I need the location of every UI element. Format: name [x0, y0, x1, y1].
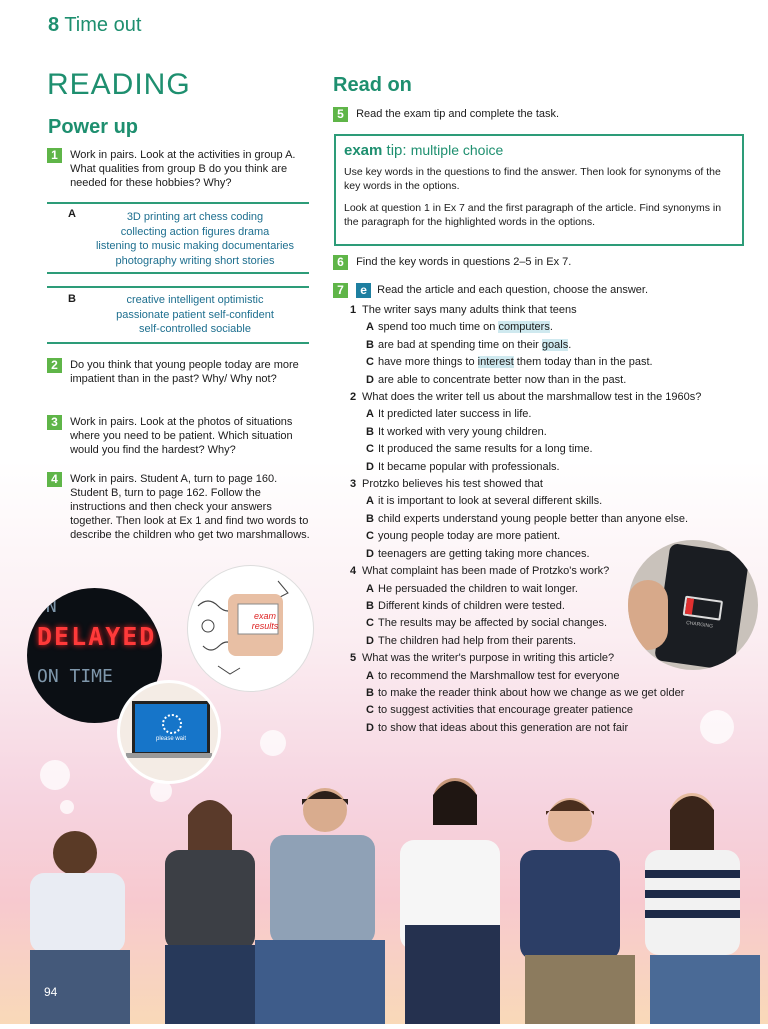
task-number-5: 5 [333, 107, 348, 122]
option-text: The children had help from their parents. [378, 634, 577, 647]
e-icon: e [356, 283, 371, 298]
teens-illustration [0, 765, 768, 1024]
subsection-title-power-up: Power up [48, 116, 139, 138]
board-delayed-text: DELAYED [37, 622, 157, 651]
photo-teens-waiting [0, 765, 768, 1024]
option-b[interactable]: B It worked with very young children. [366, 425, 547, 438]
question-2: 2 What does the writer tell us about the marshmallow test in the 1960s? A It predicted later success in life. B It worked with very young children. C It produced the same results for a long time. D It became popular with professionals. [350, 389, 735, 476]
option-c[interactable]: C have more things to interest them today than in the past. [366, 356, 653, 369]
option-text: The results may be affected by social changes. [378, 617, 608, 630]
option-b[interactable]: B to make the reader think about how we change as we get older [366, 686, 685, 699]
task-4 [47, 472, 312, 542]
task-7 [333, 283, 733, 298]
section-title-read-on: Read on [333, 74, 412, 96]
question-4: 4 What complaint has been made of Protzko's work? A He persuaded the children to wait longer. B Different kinds of children were tested. C The results may be affected by social changes. D The children had help from their parents. [350, 563, 735, 650]
question-3: 3 Protzko believes his test showed that A it is important to look at several different skills. B child experts understand young people better than anyone else. C young people today are more patient. D teenagers are getting taking more chances. [350, 476, 735, 563]
question-1: 1 The writer says many adults think that teens A spend too much time on computers. B are bad at spending time on their goals. C have more things to interest them today than in the past. D are able to concentrate better now than in the past. [350, 302, 735, 389]
option-text: it is important to look at several different skills. [378, 495, 603, 508]
option-text: He persuaded the children to wait longer. [378, 582, 578, 595]
divider [47, 272, 309, 274]
exam-tip-type: multiple choice [410, 142, 504, 158]
option-a[interactable]: A spend too much time on computers. [366, 321, 553, 334]
exam-tip-title: tip: [386, 142, 407, 159]
unit-header [48, 14, 141, 37]
option-a[interactable]: A It predicted later success in life. [366, 408, 532, 421]
option-text: to recommend the Marshmallow test for everyone [378, 669, 620, 682]
option-c[interactable]: C young people today are more patient. [366, 530, 561, 543]
exam-card-line: results [251, 621, 279, 631]
option-text: child experts understand young people better than anyone else. [378, 512, 689, 525]
task-1-text: Work in pairs. Look at the activities in group A. What qualities from group B do you think are needed for these hobbies? Why? [70, 149, 296, 189]
board-line: ON TIME [37, 666, 113, 687]
section-title-reading: READING [47, 68, 191, 101]
divider [47, 342, 309, 344]
group-a-line: listening to music making documentaries [95, 240, 295, 252]
unit-title: Time out [64, 14, 142, 36]
exam-card-line: exam [253, 611, 276, 621]
group-b-line: self-controlled sociable [139, 323, 251, 335]
divider [47, 202, 309, 204]
option-text: It became popular with professionals. [378, 460, 560, 473]
option-d[interactable]: D It became popular with professionals. [366, 460, 560, 473]
option-d[interactable]: D teenagers are getting taking more chances. [366, 547, 590, 560]
decorative-bubble [260, 730, 286, 756]
task-4-text: Work in pairs. Student A, turn to page 160. Student B, turn to page 162. Follow the instructions and then check your answers together. Then look at Ex 1 and find two words to describe the children who get two marshmallows. [70, 473, 310, 541]
group-a-line: photography writing short stories [115, 254, 275, 267]
question-5: 5 What was the writer's purpose in writing this article? A to recommend the Marshmallow test for everyone B to make the reader think about how we change as we get older C to suggest activities that encourage greater patience D to show that ideas about this generation are not fair [350, 650, 735, 737]
group-b-line: passionate patient self-confident [116, 308, 274, 321]
task-2-text: Do you think that young people today are more impatient than in the past? Why/ Why not? [70, 359, 299, 385]
option-text: It predicted later success in life. [378, 408, 532, 421]
task-2 [47, 358, 312, 386]
task-6 [333, 255, 733, 270]
exam-tip-title-bold: exam [344, 142, 383, 159]
question-stem: What complaint has been made of Protzko's work? [362, 565, 610, 578]
option-text: young people today are more patient. [378, 530, 561, 543]
option-c[interactable]: C to suggest activities that encourage greater patience [366, 704, 633, 717]
option-a[interactable]: A it is important to look at several different skills. [366, 495, 603, 508]
option-b[interactable]: B Different kinds of children were tested. [366, 599, 565, 612]
question-stem: What does the writer tell us about the marshmallow test in the 1960s? [362, 391, 702, 404]
option-d[interactable]: D are able to concentrate better now than in the past. [366, 373, 627, 386]
question-list [350, 302, 735, 737]
task-5-text: Read the exam tip and complete the task. [356, 108, 560, 120]
task-3 [47, 415, 312, 457]
option-text: are able to concentrate better now than in the past. [378, 373, 627, 386]
question-stem: Protzko believes his test showed that [362, 478, 543, 491]
exam-tip-paragraph: Look at question 1 in Ex 7 and the first paragraph of the article. Find synonyms in the paragraph for the highlighted words in the options. [344, 202, 722, 228]
option-text: It worked with very young children. [378, 425, 547, 438]
group-b-label: B [68, 293, 76, 305]
board-line: ON [35, 596, 57, 617]
exam-tip-paragraph: Use key words in the questions to find the answer. Then look for synonyms of the key words in the options. [344, 166, 721, 192]
option-text: It produced the same results for a long time. [378, 443, 593, 456]
exam-tip-box [334, 134, 744, 246]
option-a[interactable]: A to recommend the Marshmallow test for everyone [366, 669, 620, 682]
task-number-6: 6 [333, 255, 348, 270]
option-c[interactable]: C The results may be affected by social changes. [366, 617, 608, 630]
page-number: 94 [44, 985, 58, 999]
option-a[interactable]: A He persuaded the children to wait longer. [366, 582, 578, 595]
task-number-1: 1 [47, 148, 62, 163]
task-6-text: Find the key words in questions 2–5 in Ex 7. [356, 256, 572, 268]
option-c[interactable]: C It produced the same results for a long time. [366, 443, 593, 456]
option-d[interactable]: D The children had help from their parents. [366, 634, 577, 647]
task-5 [333, 107, 733, 122]
decorative-bubble [700, 710, 734, 744]
laptop-screen-text: please wait [155, 736, 187, 742]
option-text: to show that ideas about this generation are not fair [378, 721, 629, 734]
photo-exam-results [187, 565, 314, 692]
option-d[interactable]: D to show that ideas about this generation are not fair [366, 721, 629, 734]
group-b-words [80, 293, 310, 337]
group-b-line: creative intelligent optimistic [126, 294, 264, 306]
option-text: teenagers are getting taking more chances. [378, 547, 590, 560]
option-b[interactable]: B child experts understand young people better than anyone else. [366, 512, 689, 525]
group-a-label: A [68, 208, 76, 220]
phone-screen-text: CHARGING [685, 619, 714, 630]
task-number-3: 3 [47, 415, 62, 430]
unit-number: 8 [48, 14, 60, 36]
option-text: to make the reader think about how we change as we get older [378, 686, 685, 699]
task-number-7: 7 [333, 283, 348, 298]
group-a-line: collecting action figures drama [120, 225, 270, 238]
question-stem: The writer says many adults think that teens [362, 304, 577, 316]
divider [47, 286, 309, 288]
task-7-text: Read the article and each question, choose the answer. [377, 284, 649, 296]
task-1 [47, 148, 312, 190]
question-stem: What was the writer's purpose in writing this article? [362, 652, 615, 665]
task-number-4: 4 [47, 472, 62, 487]
option-b[interactable]: B are bad at spending time on their goals. [366, 338, 572, 351]
group-a-line: 3D printing art chess coding [126, 211, 264, 223]
option-text: to suggest activities that encourage greater patience [378, 704, 633, 717]
group-a-words [80, 210, 310, 268]
task-number-2: 2 [47, 358, 62, 373]
photo-phone-battery [628, 540, 758, 670]
option-text: Different kinds of children were tested. [378, 599, 565, 612]
task-3-text: Work in pairs. Look at the photos of situations where you need to be patient. Which situation would you find the hardest? Why? [70, 416, 293, 456]
